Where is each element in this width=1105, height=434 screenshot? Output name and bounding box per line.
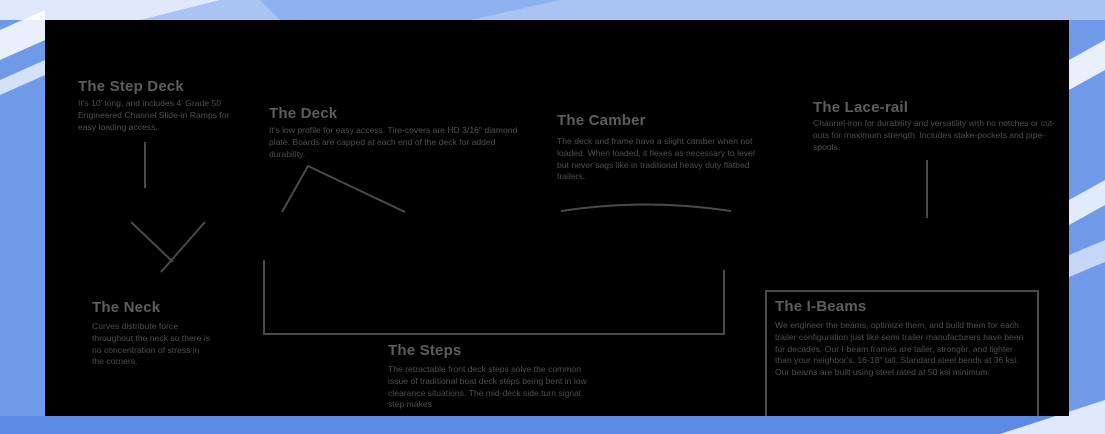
steps-text: The retractable front deck steps solve the common issue of traditional boat deck steps being bent in low clearance situations. The mid-deck side turn signal step makes [388, 364, 587, 410]
deck-title: The Deck [269, 105, 338, 122]
neck-pointer-left [131, 222, 173, 262]
i-beams-title: The I-Beams [775, 298, 867, 315]
lace-rail-text: Channel-iron for durability and versatility with no notches or cut-outs for maximum strength. Includes stake-pockets and pipe-spools. [813, 118, 1056, 152]
diagram-panel [45, 20, 1069, 416]
i-beams-box [765, 290, 1039, 416]
deck-pointer [282, 166, 405, 212]
camber-text: The deck and frame have a slight camber when not loaded. When loaded, it flexes as necessary to level but never sags like in traditional heavy duty flatbed trailers. [557, 136, 755, 182]
step-deck-text: It's 10' long, and includes 4' Grade 50 Engineered Channel Slide-in Ramps for easy loading access. [78, 98, 230, 132]
camber-title: The Camber [557, 112, 646, 129]
lace-rail-title: The Lace-rail [813, 99, 909, 116]
deck-text: It's low profile for easy access. Tire-covers are HD 3/16" diamond plate. Boards are capped at each end of the deck for added durability. [269, 125, 518, 159]
neck-pointer-right [161, 222, 205, 272]
neck-text: Curves distribute force throughout the neck so there is no concentration of stress in the corners. [92, 321, 211, 367]
steps-title: The Steps [388, 342, 462, 359]
i-beams-text: We engineer the beams, optimize them, and build them for each trailer configuration just like semi trailer manufacturers have been for decades. Our I-beam frames are taller, stronger, and lighter than your neighbor's. 16-18" tall. Standard steel bends at 36 ksi. Our beams are built using steel rated at 50 ksi minimum. [775, 320, 1024, 378]
camber-arc [561, 205, 731, 212]
steps-bracket [264, 260, 724, 334]
step-deck-title: The Step Deck [78, 78, 184, 95]
neck-title: The Neck [92, 299, 161, 316]
